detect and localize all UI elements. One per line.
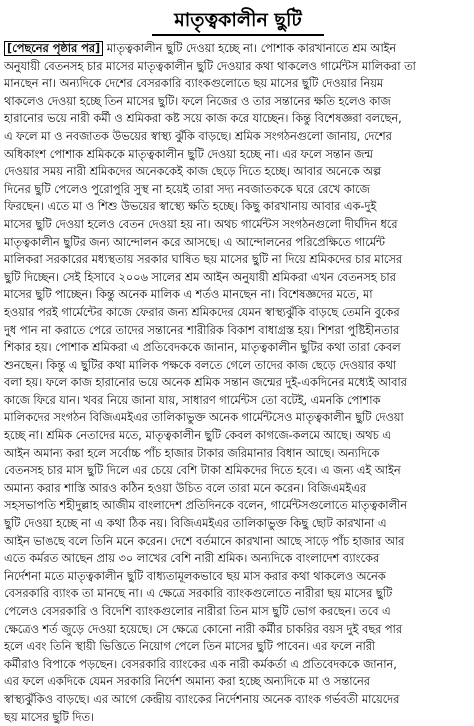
- article-line: শুনছেন। কিন্তু এ ছুটির কথা মালিক পক্ষকে বলতে গেলে তাদের কাজ ছেড়ে দেওয়ার কথা: [4, 358, 397, 372]
- article-body: [4, 40, 470, 724]
- article-line: এ ফলে মা ও নবজাতক উভয়ের স্বাস্থ্য ঝুঁকি বাড়ছে। শ্রমিক সংগঠনগুলো জানায়, দেশের: [4, 129, 392, 143]
- article-line: ছুটি দিচ্ছেন। সেই হিসাবে ২০০৬ সালের শ্রম আইন অনুযায়ী শ্রমিকরা এখন বেতনসহ চার: [4, 270, 396, 284]
- article-line: হারানোর ভয়ে নারী কর্মী ও শ্রমিকরা কষ্ট সয়ে কাজ করে যাচ্ছেন। কিন্তু বিশেষজ্ঞরা বলছেন,: [4, 112, 402, 126]
- article-line: হওয়ার পরই গার্মেন্টের কাজে ফেরার জন্য শ্রমিকদের যেমন স্বাস্থ্যঝুঁকি বাড়ছে তেমনি বুকের: [4, 305, 400, 319]
- headline-box: [152, 6, 324, 36]
- article-line: নির্দেশনা মতে মাতৃত্বকালীন ছুটি বাধ্যতামূলকভাবে ছয় মাস করার কথা থাকলেও অনেক: [4, 569, 386, 583]
- article-line: কাজে ফিরে যান। খবর নিয়ে জানা যায়, সাধারণ গার্মেন্টস তো বটেই, এমনকি পোশাক: [4, 393, 381, 407]
- article-line: বেসরকারি ব্যাংক তা মানছে না। এ ক্ষেত্রে সরকারি ব্যাংকগুলোতে নারীরা ছয় মাসের ছুটি: [4, 587, 393, 601]
- article-line: আইন অমান্য করা হলে সর্বোচ্চ পাঁচ হাজার টাকার জরিমানার বিধান আছে। অন্যদিকে: [4, 446, 380, 460]
- article-line: হচ্ছে না। শ্রমিক নেতাদের মতে, মাতৃত্বকালীন ছুটি কেবল কাগজে-কলমে আছে। অথচ এ: [4, 429, 391, 443]
- article-line: মাসের ছুটি দেওয়া হলেও বেতন দেওয়া হয় না। অথচ গার্মেন্টস সংগঠনগুলো দীর্ঘদিন ধরে: [4, 217, 398, 231]
- article-line: ফিরছেন। এতে মা ও শিশু উভয়ের স্বাস্থ্যে ক্ষতি হচ্ছে। কিছু কারখানায় আবার এক-দুই: [4, 200, 377, 214]
- article-line: আইন ভাঙছে বলে তিনি মনে করেন। দেশে বর্তমানে কারখানা আছে সাড়ে পাঁচ হাজার আর: [4, 534, 405, 548]
- continuation-label: [পেছনের পৃষ্ঠার পর]: [4, 41, 103, 56]
- article-line: কর্মীরাও বিপাকে পড়ছেন। বেসরকারি ব্যাংকের এক নারী কর্মকর্তা এ প্রতিবেদককে জানান,: [4, 657, 397, 671]
- article-line: দেওয়ার সময় নারী শ্রমিকদের অনেককেই কাজ ছেড়ে দিতে হচ্ছে। আবার অনেকে অল্প: [4, 165, 381, 179]
- article-line: স্বাস্থ্যঝুঁকিও বাড়ছে। এর আগে কেন্দ্রীয় ব্যাংকের নির্দেশনায় অনেক ব্যাংক গর্ভবতী মায়েদের: [4, 692, 400, 706]
- article-line: এর ফলে একদিকে যেমন সরকারি নির্দেশ অমান্য করা হচ্ছে অন্যদিকে মা ও সন্তানের: [4, 675, 370, 689]
- article-line: বলা হয়। ফলে কাজ হারানোর ভয়ে অনেক শ্রমিক সন্তান জন্মের দুই-একদিনের মধ্যেই আবার: [4, 376, 407, 390]
- article-line: সহসভাপতি শহীদুল্লাহ আজীম বাংলাদেশ প্রতিদিনকে বলেন, গার্মেন্টসগুলোতে মাতৃত্বকালীন: [4, 499, 407, 513]
- article-line: ক্ষেত্রেও শর্ত জুড়ে দেওয়া হয়েছে। সে ক্ষেত্রে কোনো নারী কর্মীর চাকরির বয়স দুই বছর পার: [4, 622, 403, 636]
- article-line: দিনের ছুটি পেলেও পুরোপুরি সুস্থ না হয়েই তারা সদ্য নবজাতককে ঘরে রেখে কাজে: [4, 182, 370, 196]
- headline: মাতৃত্বকালীন ছুটি: [174, 9, 302, 31]
- article-line: হলে এবং তিনি স্থায়ী ভিত্তিতে নিয়োগ পেলে তিন মাসের ছুটি পাবেন। এর ফলে নারী: [4, 640, 376, 654]
- article-line: মালিকদের সংগঠন বিজিএমইএর তালিকাভুক্ত অনেক গার্মেন্টসেও মাতৃত্বকালীন ছুটি দেওয়া: [4, 411, 404, 425]
- article-line: শিকার হয়। পোশাক শ্রমিকরা এ প্রতিবেদককে জানান, মাতৃত্বকালীন ছুটির কথা তারা কেবল: [4, 341, 401, 355]
- article-line: মালিকরা সরকারের মধ্যস্থতায় সরকার ঘাষিত ছয় মাসের ছুটি না দিয়ে শ্রমিকদের চার মাসের: [4, 253, 403, 267]
- article-line: দুধ পান না করাতে পেরে তাদের সন্তানের শারীরিক বিকাশ বাধাগ্রস্ত হয়। শিশরা পুষ্টিহীনতার: [4, 323, 400, 337]
- article-line: অমান্য করার শাস্তি আরও কঠিন হওয়া উচিত বলে তারা মনে করেন। বিজিএমইএর: [4, 481, 367, 495]
- article-line: বেতনসহ চার মাস ছুটি দিলে এর চেয়ে বেশি টাকা শ্রমিকদের দিতে হবে। এ জন্য এই আইন: [4, 464, 401, 478]
- article-line: ছুটি দেওয়া হচ্ছে না এ কথা ঠিক নয়। বিজিএমইএর তালিকাভুক্ত কিছু ছোট কারখানা এ: [4, 517, 387, 531]
- article-line: এতে কর্মরত আছেন প্রায় ৩০ লাখের বেশি নারী শ্রমিক। অন্যদিকে বাংলাদেশ ব্যাংকের: [4, 552, 380, 566]
- article-line: মাতৃত্বকালীন ছুটির জন্য আন্দোলন করে আসছে। এ আন্দোলনের পরিপ্রেক্ষিতে গার্মেন্ট: [4, 235, 385, 249]
- article-line: থাকলেও দেওয়া হচ্ছে তিন মাসের ছুটি। ফলে নিজের ও তার সন্তানের ক্ষতি হলেও কাজ: [4, 94, 391, 108]
- article-line: [4, 40, 470, 58]
- article-line: অনুযায়ী বেতনসহ চার মাসের মাতৃত্বকালীন ছুটি দেওয়ার কথা থাকলেও গার্মেন্টস মালিকরা তা: [4, 59, 416, 73]
- article-line: ছয় মাসের ছুটি দিত।: [4, 710, 94, 724]
- article-line: অধিকাংশ পোশাক শ্রমিককে মাতৃত্বকালীন ছুটি দেওয়া হচ্ছে না। এর ফলে সন্তান জন্ম: [4, 147, 373, 161]
- article-line: পেলেও বেসরকারি ও বিদেশি ব্যাংকগুলোর নারীরা তিন মাস ছুটি ভোগ করছেন। তবে এ: [4, 605, 391, 618]
- article-line: মাসের ছুটি পাচ্ছেন। কিন্তু অনেক মালিক এ শর্তও মানছেন না। বিশেষজ্ঞদের মতে, মা: [4, 288, 373, 302]
- article-line-text: মাতৃত্বকালীন ছুটি দেওয়া হচ্ছে না। পোশাক কারখানাতে শ্রম আইন: [103, 42, 397, 55]
- article-line: মানছেন না। অন্যদিকে দেশের বেসরকারি ব্যাংকগুলোতে ছয় মাসের ছুটি দেওয়ার নিয়ম: [4, 77, 384, 91]
